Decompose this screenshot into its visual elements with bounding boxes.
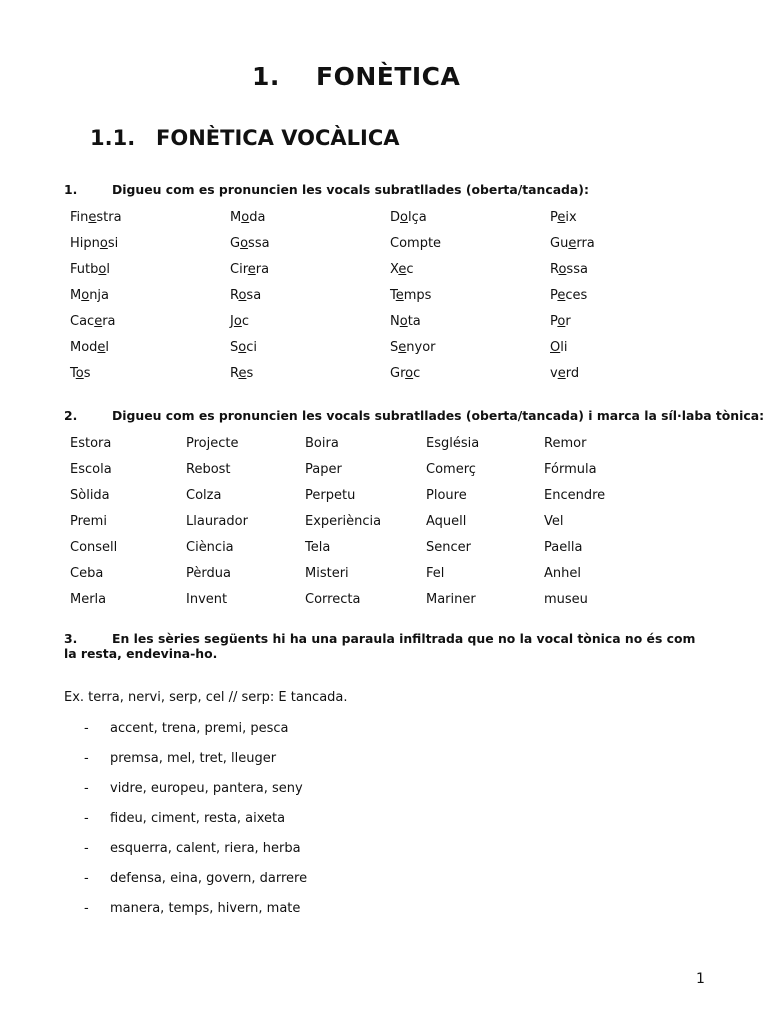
word-cell <box>230 366 253 381</box>
word-part: s <box>246 366 254 381</box>
page-number: 1 <box>696 971 705 987</box>
underlined-vowel: o <box>81 288 90 303</box>
word-part: P <box>550 288 558 303</box>
word-cell: Boira <box>305 436 339 451</box>
underlined-vowel: o <box>233 314 242 329</box>
word-part: ces <box>565 288 588 303</box>
section-title <box>90 126 400 150</box>
word-cell <box>70 340 109 355</box>
underlined-vowel: e <box>398 340 407 355</box>
word-cell: Encendre <box>544 488 606 503</box>
word-part: Cir <box>230 262 248 277</box>
word-cell <box>230 262 269 277</box>
word-part: S <box>390 340 399 355</box>
word-part: nyor <box>406 340 436 355</box>
exercise-3-instruction <box>64 631 704 661</box>
word-part: nja <box>89 288 110 303</box>
word-cell: Premi <box>70 514 107 529</box>
word-cell: Mariner <box>426 592 476 607</box>
exercise-3-number: 3. <box>64 631 78 646</box>
word-part: s <box>83 366 91 381</box>
word-cell <box>550 314 571 329</box>
word-part: v <box>550 366 558 381</box>
word-part: li <box>560 340 568 355</box>
word-cell: Escola <box>70 462 112 477</box>
bullet-dash: - <box>84 781 89 796</box>
word-part: S <box>230 340 239 355</box>
word-part: Fin <box>70 210 89 225</box>
word-cell: Ploure <box>426 488 467 503</box>
word-cell: Rebost <box>186 462 231 477</box>
word-part: c <box>241 314 249 329</box>
word-cell: Misteri <box>305 566 349 581</box>
word-cell <box>230 210 265 225</box>
word-part: M <box>230 210 242 225</box>
word-cell: Fel <box>426 566 445 581</box>
underlined-vowel: o <box>99 236 108 251</box>
exercise-2-text: Digueu com es pronuncien les vocals subratllades (oberta/tancada) i marca la síl·laba tònica: <box>112 408 765 423</box>
bullet-dash: - <box>84 721 89 736</box>
word-part: G <box>230 236 241 251</box>
page-title <box>252 62 460 91</box>
exercise-3-example: Ex. terra, nervi, serp, cel // serp: E tancada. <box>64 690 348 705</box>
word-cell <box>70 314 116 329</box>
word-cell: Experiència <box>305 514 382 529</box>
word-part: c <box>413 366 421 381</box>
word-cell: museu <box>544 592 588 607</box>
word-cell <box>230 314 249 329</box>
word-cell <box>70 366 90 381</box>
word-part: M <box>70 288 82 303</box>
underlined-vowel: e <box>398 262 407 277</box>
series-text: premsa, mel, tret, lleuger <box>110 751 277 766</box>
word-cell <box>230 236 270 251</box>
page-title-text: FONÈTICA <box>316 62 461 91</box>
word-part: R <box>230 288 239 303</box>
exercise-1-instruction <box>64 182 589 197</box>
bullet-dash: - <box>84 811 89 826</box>
word-part: X <box>390 262 399 277</box>
underlined-vowel: e <box>97 340 106 355</box>
exercise-3-text: En les sèries següents hi ha una paraula infiltrada que no la vocal tònica no és com la resta, endevina-ho. <box>64 631 696 661</box>
word-cell <box>390 366 420 381</box>
word-cell <box>70 210 122 225</box>
underlined-vowel: o <box>405 366 414 381</box>
word-cell: Vel <box>544 514 564 529</box>
series-text: accent, trena, premi, pesca <box>110 721 289 736</box>
word-cell: Correcta <box>305 592 361 607</box>
word-part: mps <box>403 288 432 303</box>
underlined-vowel: e <box>94 314 103 329</box>
word-cell: Paella <box>544 540 583 555</box>
underlined-vowel: o <box>98 262 107 277</box>
word-cell: Ciència <box>186 540 234 555</box>
word-part: ra <box>255 262 270 277</box>
section-text: FONÈTICA VOCÀLICA <box>156 126 400 150</box>
word-cell <box>230 288 261 303</box>
word-cell <box>70 262 110 277</box>
underlined-vowel: o <box>240 236 249 251</box>
word-part: T <box>70 366 76 381</box>
word-cell: Ceba <box>70 566 104 581</box>
word-part: Cac <box>70 314 95 329</box>
exercise-2-instruction <box>64 408 764 423</box>
word-part: r <box>565 314 571 329</box>
word-cell: Merla <box>70 592 107 607</box>
underlined-vowel: e <box>568 236 577 251</box>
word-part: da <box>249 210 266 225</box>
word-cell: Invent <box>186 592 228 607</box>
underlined-vowel: o <box>238 288 247 303</box>
bullet-dash: - <box>84 871 89 886</box>
word-cell: Fórmula <box>544 462 597 477</box>
word-part: ra <box>102 314 116 329</box>
word-part: l <box>105 340 110 355</box>
word-part: N <box>390 314 400 329</box>
word-cell: Sòlida <box>70 488 110 503</box>
word-part: ci <box>246 340 257 355</box>
word-part: Mod <box>70 340 98 355</box>
word-cell: Perpetu <box>305 488 356 503</box>
word-part: D <box>390 210 401 225</box>
word-part: Compte <box>390 236 442 251</box>
exercise-1-number: 1. <box>64 182 78 197</box>
word-part: stra <box>96 210 122 225</box>
underlined-vowel: o <box>557 314 566 329</box>
exercise-1-text: Digueu com es pronuncien les vocals subratllades (oberta/tancada): <box>112 182 589 197</box>
word-part: R <box>230 366 239 381</box>
word-cell: Pèrdua <box>186 566 231 581</box>
word-part: lça <box>407 210 427 225</box>
word-cell <box>550 262 588 277</box>
word-part: Futb <box>70 262 99 277</box>
word-cell: Església <box>426 436 480 451</box>
word-cell <box>390 288 431 303</box>
word-cell <box>550 340 567 355</box>
word-part: sa <box>246 288 262 303</box>
section-number: 1.1. <box>90 126 136 150</box>
word-part: P <box>550 210 558 225</box>
page-title-number: 1. <box>252 62 280 91</box>
word-cell: Projecte <box>186 436 239 451</box>
word-cell: Llaurador <box>186 514 248 529</box>
word-part: ix <box>565 210 577 225</box>
word-part: ssa <box>248 236 270 251</box>
word-part: J <box>230 314 234 329</box>
underlined-vowel: e <box>88 210 97 225</box>
underlined-vowel: o <box>399 314 408 329</box>
word-cell: Tela <box>305 540 331 555</box>
word-cell <box>390 236 441 251</box>
underlined-vowel: o <box>400 210 408 225</box>
word-cell <box>70 236 118 251</box>
word-cell: Estora <box>70 436 112 451</box>
word-cell <box>550 366 579 381</box>
word-cell: Aquell <box>426 514 467 529</box>
word-cell <box>390 210 427 225</box>
bullet-dash: - <box>84 901 89 916</box>
underlined-vowel: o <box>241 210 250 225</box>
bullet-dash: - <box>84 841 89 856</box>
word-part: l <box>106 262 110 277</box>
word-part: c <box>406 262 414 277</box>
word-cell <box>70 288 109 303</box>
word-cell <box>550 236 595 251</box>
underlined-vowel: e <box>557 366 566 381</box>
word-cell <box>550 210 577 225</box>
underlined-vowel: o <box>238 340 247 355</box>
underlined-vowel: e <box>238 366 247 381</box>
underlined-vowel: o <box>558 262 567 277</box>
word-cell: Anhel <box>544 566 581 581</box>
word-cell: Paper <box>305 462 342 477</box>
series-text: fideu, ciment, resta, aixeta <box>110 811 286 826</box>
word-cell <box>390 340 436 355</box>
underlined-vowel: o <box>75 366 84 381</box>
word-cell: Colza <box>186 488 222 503</box>
word-part: R <box>550 262 559 277</box>
word-cell: Comerç <box>426 462 476 477</box>
series-text: defensa, eina, govern, darrere <box>110 871 308 886</box>
underlined-vowel: e <box>247 262 256 277</box>
word-cell <box>390 262 413 277</box>
word-part: ta <box>407 314 421 329</box>
series-text: vidre, europeu, pantera, seny <box>110 781 303 796</box>
underlined-vowel: e <box>557 288 566 303</box>
exercise-2-number: 2. <box>64 408 78 423</box>
word-part: P <box>550 314 558 329</box>
word-cell: Sencer <box>426 540 471 555</box>
word-part: Hipn <box>70 236 100 251</box>
word-part: ssa <box>566 262 588 277</box>
series-text: esquerra, calent, riera, herba <box>110 841 301 856</box>
underlined-vowel: e <box>557 210 566 225</box>
underlined-vowel: O <box>550 340 561 355</box>
word-cell <box>230 340 257 355</box>
underlined-vowel: e <box>395 288 404 303</box>
word-part: rra <box>576 236 595 251</box>
word-part: Gu <box>550 236 569 251</box>
word-cell <box>390 314 421 329</box>
series-text: manera, temps, hivern, mate <box>110 901 301 916</box>
word-part: si <box>107 236 119 251</box>
word-part: rd <box>565 366 580 381</box>
word-cell <box>550 288 587 303</box>
word-cell: Consell <box>70 540 118 555</box>
word-part: T <box>390 288 396 303</box>
bullet-dash: - <box>84 751 89 766</box>
word-part: Gr <box>390 366 406 381</box>
word-cell: Remor <box>544 436 587 451</box>
